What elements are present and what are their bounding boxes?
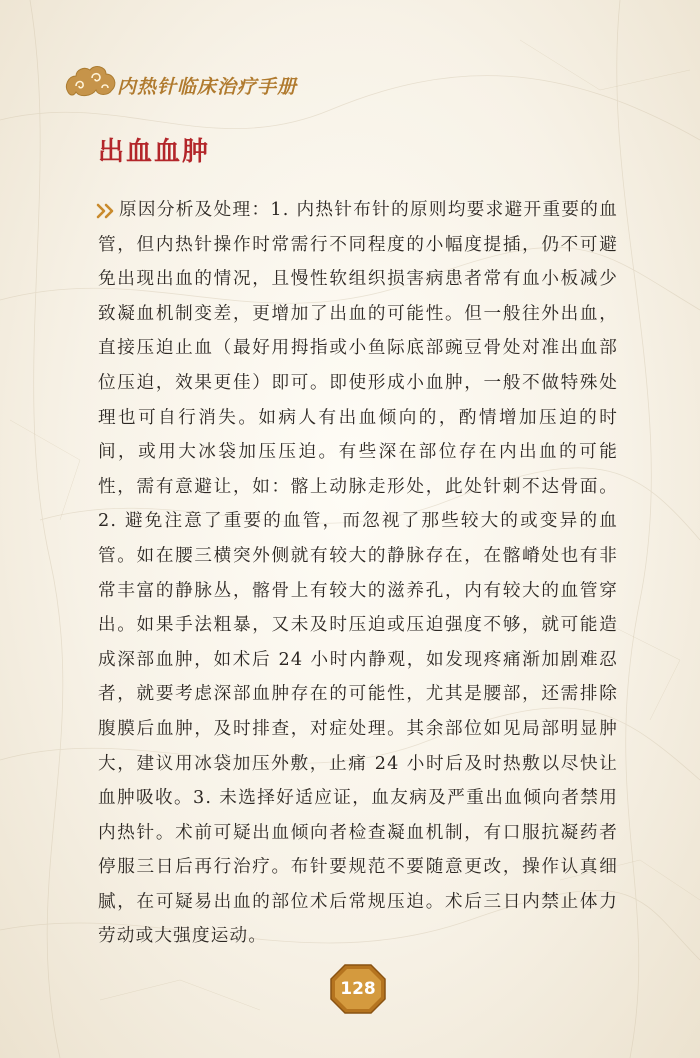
book-title: 内热针临床治疗手册	[117, 76, 298, 98]
page-number: 128	[340, 979, 376, 999]
page-number-badge	[329, 963, 387, 1015]
cloud-swirl-icon	[62, 62, 120, 102]
section-heading: 出血血肿	[98, 137, 211, 167]
body-paragraph: 原因分析及处理：1. 内热针布针的原则均要求避开重要的血管，但内热针操作时常需行不同程度的小幅度提插，仍不可避免出现出血的情况，且慢性软组织损害病患者常有血小板减少致凝血机制变差，更增加了出血的可能性。但一般往外出血，直接压迫止血（最好用拇指或小鱼际底部豌豆骨处对准出血部位压迫，效果更佳）即可。即使形成小血肿，一般不做特殊处理也可自行消失。如病人有出血倾向的，酌情增加压迫的时间，或用大冰袋加压压迫。有些深在部位存在内出血的可能性，需有意避让，如：髂上动脉走形处，此处针刺不达骨面。2. 避免注意了重要的血管，而忽视了那些较大的或变异的血管。如在腰三横突外侧就有较大的静脉存在，在髂嵴处也有非常丰富的静脉丛，髂骨上有较大的滋养孔，内有较大的血管穿出。如果手法粗暴，又未及时压迫或压迫强度不够，就可能造成深部血肿，如术后 24 小时内静观，如发现疼痛渐加剧难忍者，就要考虑深部血肿存在的可能性，尤其是腰部，还需排除腹膜后血肿，及时排查，对症处理。其余部位如见局部明显肿大，建议用冰袋加压外敷，止痛 24 小时后及时热敷以尽快让血肿吸收。3. 未选择好适应证，血友病及严重出血倾向者禁用内热针。术前可疑出血倾向者检查凝血机制，有口服抗凝药者停服三日后再行治疗。布针要规范不要随意更改，操作认真细腻，在可疑易出血的部位术后常规压迫。术后三日内禁止体力劳动或大强度运动。	[98, 200, 618, 947]
